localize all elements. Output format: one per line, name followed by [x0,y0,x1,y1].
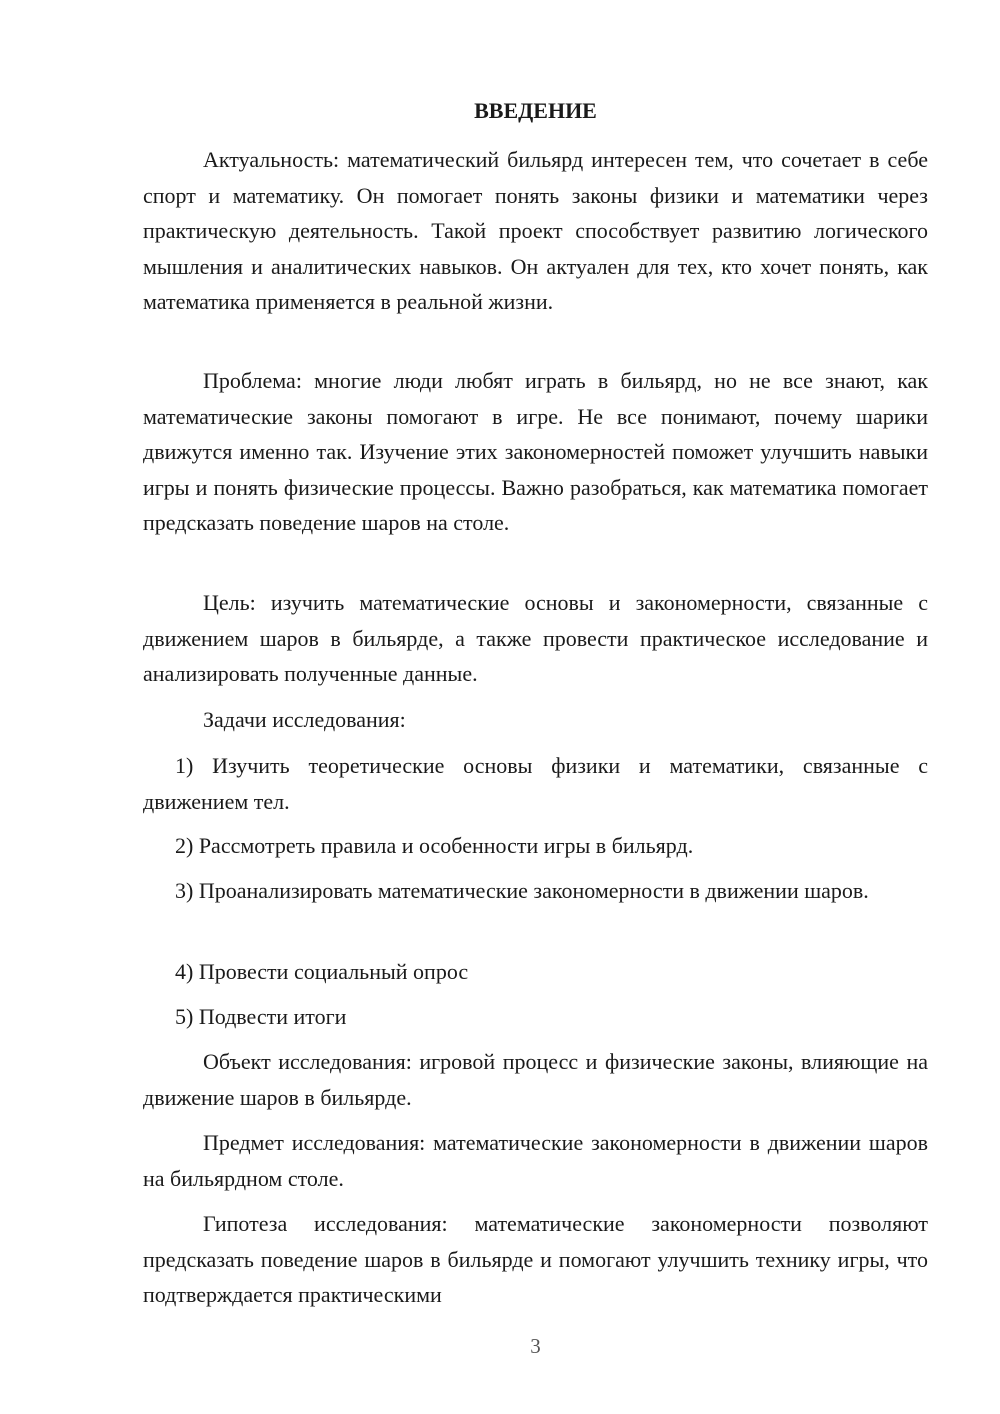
paragraph-hypothesis: Гипотеза исследования: математические закономерности позволяют предсказать поведение шаров в бильярде и помогают улучшить технику игры, что подтверждается практическими [143,1211,928,1307]
task-item-5: 5) Подвести итоги [175,1004,347,1029]
task-item-4: 4) Провести социальный опрос [175,959,469,984]
paragraph-subject: Предмет исследования: математические закономерности в движении шаров на бильярдном столе. [143,1130,928,1191]
task-item-2: 2) Рассмотреть правила и особенности игры в бильярд. [175,833,694,858]
paragraph-goal: Цель: изучить математические основы и закономерности, связанные с движением шаров в бильярде, а также провести практическое исследование и анализировать полученные данные. [143,590,928,686]
paragraph-object: Объект исследования: игровой процесс и физические законы, влияющие на движение шаров в бильярде. [143,1049,928,1110]
page-number: 3 [530,1334,541,1358]
task-item-1: 1) Изучить теоретические основы физики и математики, связанные с движением тел. [143,753,928,814]
task-item-3: 3) Проанализировать математические закономерности в движении шаров. [175,878,869,903]
tasks-title: Задачи исследования: [203,707,406,732]
paragraph-relevance: Актуальность: математический бильярд интересен тем, что сочетает в себе спорт и математику. Он помогает понять законы физики и математики через практическую деятельность. Такой проект способствует развитию логического мышления и аналитических навыков. Он актуален для тех, кто хочет понять, как математика применяется в реальной жизни. [143,147,928,314]
paragraph-problem: Проблема: многие люди любят играть в бильярд, но не все знают, как математические законы помогают в игре. Не все понимают, почему шарики движутся именно так. Изучение этих закономерностей поможет улучшить навыки игры и понять физические процессы. Важно разобраться, как математика помогает предсказать поведение шаров на столе. [143,368,928,535]
section-heading: ВВЕДЕНИЕ [474,98,597,123]
